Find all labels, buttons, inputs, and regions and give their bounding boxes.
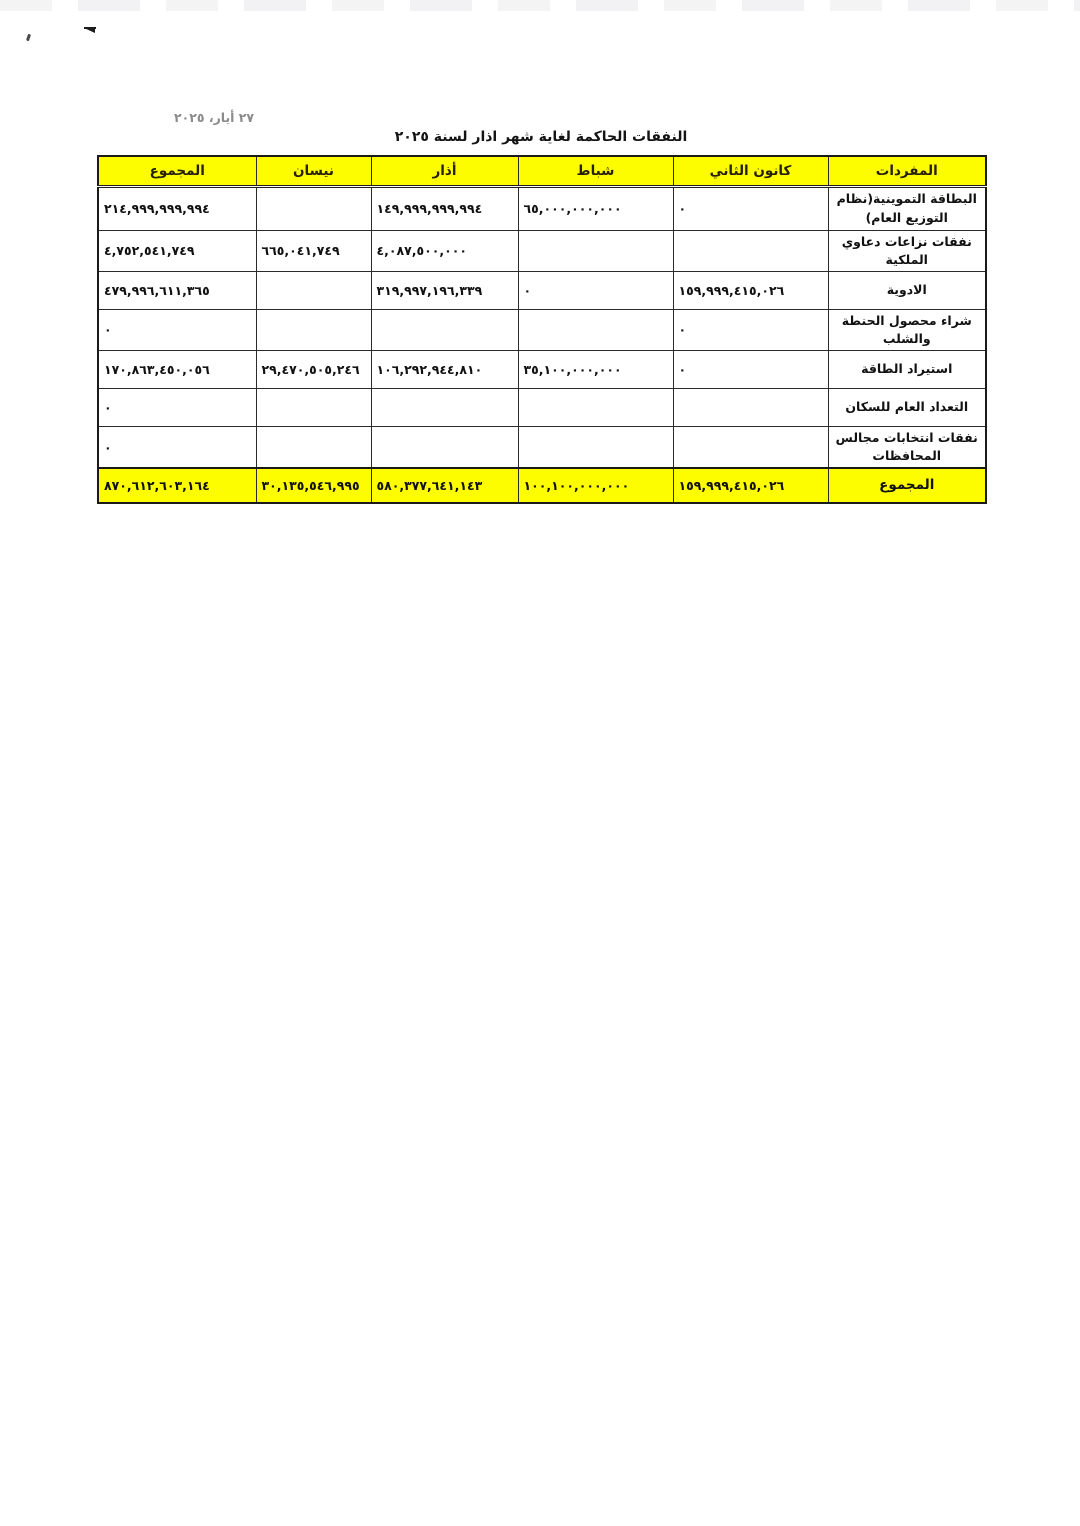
table-row-provincial-elections bbox=[98, 427, 986, 469]
value-cell bbox=[518, 230, 673, 271]
header-total: المجموع bbox=[98, 156, 256, 186]
document-date: ٢٧ أيار، ٢٠٢٥ bbox=[173, 110, 255, 125]
document-title: النفقات الحاكمة لغاية شهر اذار لسنة ٢٠٢٥ bbox=[394, 129, 688, 145]
table-row-wheat-purchase bbox=[98, 309, 986, 350]
value-cell bbox=[673, 230, 828, 271]
value-cell: ١٥٩,٩٩٩,٤١٥,٠٢٦ bbox=[673, 271, 828, 309]
row-label: استيراد الطاقة bbox=[828, 351, 986, 389]
table-row-medicines bbox=[98, 271, 986, 309]
value-cell: ٠ bbox=[518, 271, 673, 309]
header-february: شباط bbox=[518, 156, 673, 186]
table-total-row bbox=[98, 468, 986, 503]
row-label: البطاقة التموينية(نظام التوزيع العام) bbox=[828, 186, 986, 230]
value-cell: ٠ bbox=[98, 389, 256, 427]
value-cell: ٦٦٥,٠٤١,٧٤٩ bbox=[256, 230, 371, 271]
value-cell: ٣١٩,٩٩٧,١٩٦,٣٣٩ bbox=[371, 271, 518, 309]
value-cell: ٠ bbox=[98, 427, 256, 469]
table-header-row bbox=[98, 156, 986, 186]
value-cell: ٠ bbox=[673, 186, 828, 230]
total-value-cell: ١٥٩,٩٩٩,٤١٥,٠٢٦ bbox=[673, 468, 828, 503]
value-cell bbox=[518, 309, 673, 350]
value-cell: ٤٧٩,٩٩٦,٦١١,٣٦٥ bbox=[98, 271, 256, 309]
value-cell bbox=[673, 389, 828, 427]
total-value-cell: ٨٧٠,٦١٢,٦٠٣,١٦٤ bbox=[98, 468, 256, 503]
table-row-energy-import bbox=[98, 351, 986, 389]
value-cell bbox=[371, 427, 518, 469]
value-cell: ٤,٧٥٢,٥٤١,٧٤٩ bbox=[98, 230, 256, 271]
header-march: أذار bbox=[371, 156, 518, 186]
table-row-census bbox=[98, 389, 986, 427]
scan-artifact-strip bbox=[0, 0, 1080, 11]
value-cell: ٠ bbox=[98, 309, 256, 350]
value-cell: ٢١٤,٩٩٩,٩٩٩,٩٩٤ bbox=[98, 186, 256, 230]
row-label: نفقات انتخابات مجالس المحافظات bbox=[828, 427, 986, 469]
total-value-cell: ٣٠,١٣٥,٥٤٦,٩٩٥ bbox=[256, 468, 371, 503]
value-cell bbox=[256, 389, 371, 427]
value-cell bbox=[371, 389, 518, 427]
value-cell: ١٧٠,٨٦٣,٤٥٠,٠٥٦ bbox=[98, 351, 256, 389]
value-cell bbox=[518, 389, 673, 427]
value-cell: ٦٥,٠٠٠,٠٠٠,٠٠٠ bbox=[518, 186, 673, 230]
value-cell bbox=[518, 427, 673, 469]
value-cell bbox=[256, 271, 371, 309]
ink-flag-mark bbox=[84, 28, 95, 33]
row-label: شراء محصول الحنطة والشلب bbox=[828, 309, 986, 350]
header-april: نيسان bbox=[256, 156, 371, 186]
expenses-table bbox=[97, 155, 987, 504]
value-cell: ١٤٩,٩٩٩,٩٩٩,٩٩٤ bbox=[371, 186, 518, 230]
value-cell bbox=[673, 427, 828, 469]
value-cell bbox=[256, 427, 371, 469]
value-cell bbox=[256, 186, 371, 230]
header-january: كانون الثاني bbox=[673, 156, 828, 186]
header-items: المفردات bbox=[828, 156, 986, 186]
row-label: الادوية bbox=[828, 271, 986, 309]
row-label: نفقات نزاعات دعاوي الملكية bbox=[828, 230, 986, 271]
value-cell: ٠ bbox=[673, 309, 828, 350]
value-cell bbox=[256, 309, 371, 350]
total-row-label: المجموع bbox=[828, 468, 986, 503]
ink-smudge-mark bbox=[26, 34, 31, 42]
value-cell: ٢٩,٤٧٠,٥٠٥,٢٤٦ bbox=[256, 351, 371, 389]
value-cell: ٤,٠٨٧,٥٠٠,٠٠٠ bbox=[371, 230, 518, 271]
table-row-property-disputes bbox=[98, 230, 986, 271]
row-label: التعداد العام للسكان bbox=[828, 389, 986, 427]
total-value-cell: ٥٨٠,٣٧٧,٦٤١,١٤٣ bbox=[371, 468, 518, 503]
value-cell bbox=[371, 309, 518, 350]
table-row-ration-card bbox=[98, 186, 986, 230]
value-cell: ١٠٦,٢٩٢,٩٤٤,٨١٠ bbox=[371, 351, 518, 389]
value-cell: ٠ bbox=[673, 351, 828, 389]
total-value-cell: ١٠٠,١٠٠,٠٠٠,٠٠٠ bbox=[518, 468, 673, 503]
value-cell: ٣٥,١٠٠,٠٠٠,٠٠٠ bbox=[518, 351, 673, 389]
